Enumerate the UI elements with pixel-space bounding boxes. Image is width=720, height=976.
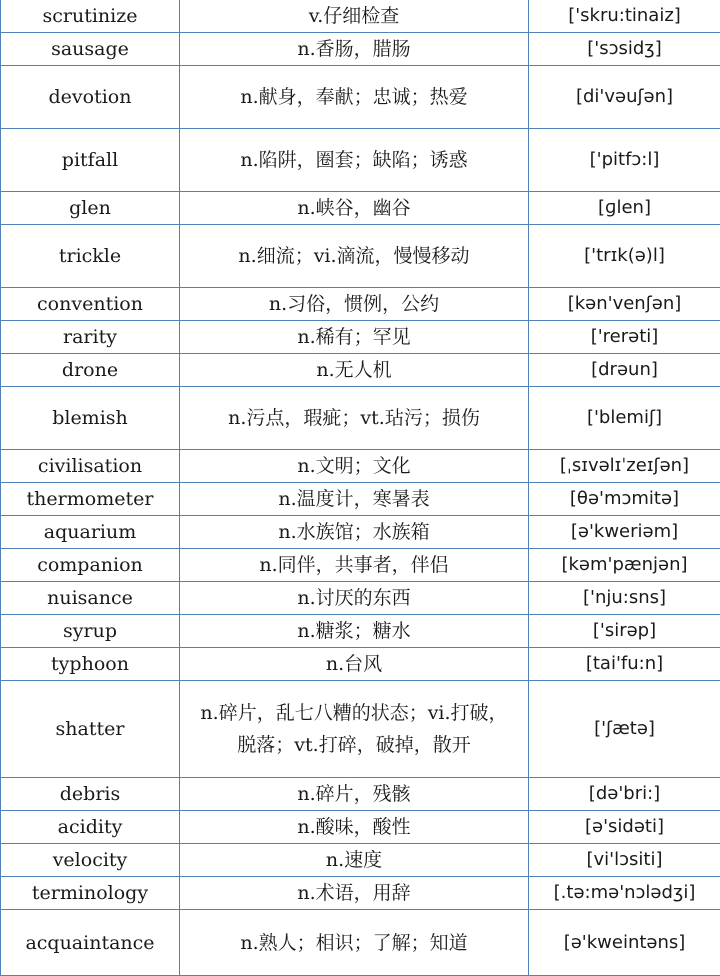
meaning-cell: n.细流；vi.滴流，慢慢移动 (180, 225, 529, 288)
table-row (1, 450, 720, 483)
word-cell: glen (1, 192, 180, 225)
meaning-cell: n.速度 (180, 844, 529, 877)
phonetic-cell: [di'vəuʃən] (529, 66, 720, 129)
phonetic-cell: ['blemiʃ] (529, 387, 720, 450)
meaning-cell: n.峡谷，幽谷 (180, 192, 529, 225)
word-cell: drone (1, 354, 180, 387)
phonetic-cell: [vi'lɔsiti] (529, 844, 720, 877)
table-row (1, 321, 720, 354)
phonetic-cell: [drəun] (529, 354, 720, 387)
meaning-cell: n.文明；文化 (180, 450, 529, 483)
phonetic-cell: [kəm'pænjən] (529, 549, 720, 582)
meaning-cell: v.仔细检查 (180, 0, 529, 33)
phonetic-cell: ['ʃætə] (529, 681, 720, 778)
word-cell: shatter (1, 681, 180, 778)
table-row (1, 66, 720, 129)
table-row (1, 778, 720, 811)
meaning-cell: n.碎片，残骸 (180, 778, 529, 811)
table-row (1, 516, 720, 549)
table-row (1, 33, 720, 66)
table-row (1, 910, 720, 976)
phonetic-cell: ['sɔsidʒ] (529, 33, 720, 66)
table-row (1, 877, 720, 910)
phonetic-cell: [θə'mɔmitə] (529, 483, 720, 516)
word-cell: pitfall (1, 129, 180, 192)
word-cell: thermometer (1, 483, 180, 516)
phonetic-cell: ['pitfɔ:l] (529, 129, 720, 192)
meaning-cell: n.水族馆；水族箱 (180, 516, 529, 549)
meaning-cell: n.无人机 (180, 354, 529, 387)
meaning-cell: n.污点，瑕疵；vt.玷污；损伤 (180, 387, 529, 450)
word-cell: trickle (1, 225, 180, 288)
word-cell: aquarium (1, 516, 180, 549)
table-row (1, 549, 720, 582)
word-cell: typhoon (1, 648, 180, 681)
meaning-cell: n.讨厌的东西 (180, 582, 529, 615)
word-cell: acquaintance (1, 910, 180, 976)
word-cell: blemish (1, 387, 180, 450)
word-cell: sausage (1, 33, 180, 66)
phonetic-cell: [ə'sidəti] (529, 811, 720, 844)
meaning-cell: n.碎片，乱七八糟的状态；vi.打破，脱落；vt.打碎，破掉，散开 (180, 681, 529, 778)
meaning-cell: n.同伴，共事者，伴侣 (180, 549, 529, 582)
meaning-cell: n.陷阱，圈套；缺陷；诱惑 (180, 129, 529, 192)
phonetic-cell: ['nju:sns] (529, 582, 720, 615)
phonetic-cell: [kən'venʃən] (529, 288, 720, 321)
phonetic-cell: [ˌsɪvəlɪˈzeɪʃən] (529, 450, 720, 483)
table-row (1, 387, 720, 450)
phonetic-cell: ['skru:tinaiz] (529, 0, 720, 33)
table-row (1, 582, 720, 615)
phonetic-cell: [tai'fu:n] (529, 648, 720, 681)
word-cell: syrup (1, 615, 180, 648)
table-row (1, 288, 720, 321)
phonetic-cell: ['rerəti] (529, 321, 720, 354)
table-row (1, 354, 720, 387)
word-cell: acidity (1, 811, 180, 844)
table-row (1, 681, 720, 778)
word-cell: terminology (1, 877, 180, 910)
word-cell: velocity (1, 844, 180, 877)
table-row (1, 811, 720, 844)
meaning-cell: n.习俗，惯例，公约 (180, 288, 529, 321)
vocabulary-table-body (1, 0, 720, 976)
phonetic-cell: [də'bri:] (529, 778, 720, 811)
meaning-cell: n.酸味，酸性 (180, 811, 529, 844)
phonetic-cell: ['trɪk(ə)l] (529, 225, 720, 288)
phonetic-cell: [ə'kweintəns] (529, 910, 720, 976)
word-cell: devotion (1, 66, 180, 129)
phonetic-cell: [ə'kweriəm] (529, 516, 720, 549)
word-cell: companion (1, 549, 180, 582)
meaning-cell: n.稀有；罕见 (180, 321, 529, 354)
word-cell: debris (1, 778, 180, 811)
meaning-cell: n.糖浆；糖水 (180, 615, 529, 648)
meaning-cell: n.台风 (180, 648, 529, 681)
phonetic-cell: [ɡlen] (529, 192, 720, 225)
meaning-cell: n.香肠，腊肠 (180, 33, 529, 66)
meaning-cell: n.温度计，寒暑表 (180, 483, 529, 516)
table-row (1, 129, 720, 192)
meaning-cell: n.熟人；相识；了解；知道 (180, 910, 529, 976)
word-cell: rarity (1, 321, 180, 354)
word-cell: nuisance (1, 582, 180, 615)
phonetic-cell: [.tə:mə'nɔlədʒi] (529, 877, 720, 910)
meaning-cell: n.术语，用辞 (180, 877, 529, 910)
table-row (1, 615, 720, 648)
table-row (1, 0, 720, 33)
word-cell: scrutinize (1, 0, 180, 33)
table-row (1, 844, 720, 877)
table-row (1, 483, 720, 516)
meaning-cell: n.献身，奉献；忠诚；热爱 (180, 66, 529, 129)
word-cell: civilisation (1, 450, 180, 483)
phonetic-cell: ['sirəp] (529, 615, 720, 648)
table-row (1, 192, 720, 225)
word-cell: convention (1, 288, 180, 321)
table-row (1, 225, 720, 288)
table-row (1, 648, 720, 681)
